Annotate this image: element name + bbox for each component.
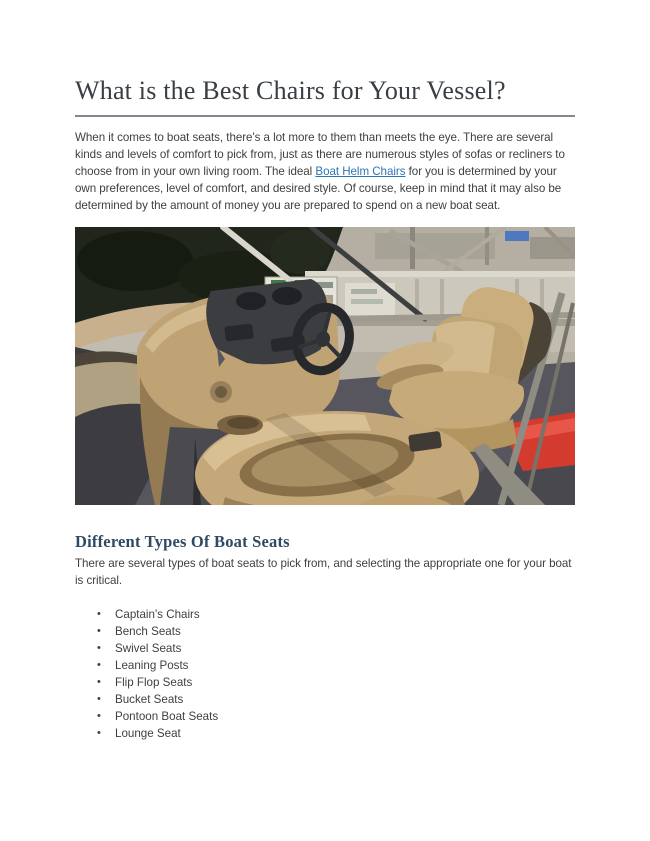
article-photo [75,227,575,505]
seat-type-label: Bench Seats [115,624,181,638]
bullet-icon: • [97,726,101,739]
bullet-icon: • [97,692,101,705]
seat-type-label: Bucket Seats [115,692,184,706]
intro-text-before-link: When it comes to boat seats, there's a lot more to them than meets the eye. There are several kinds and levels of comfort to pick from, just as there are numerous styles of sofas or recliners to choose from in your own living room. The ideal [75,130,565,178]
page-title: What is the Best Chairs for Your Vessel? [75,76,506,105]
intro-text-after-link: for you is determined by your own preferences, level of comfort, and desired style. Of course, keep in mind that it may also be determined by the amount of money you are prepared to spend on a new boat seat. [75,164,562,212]
seat-type-item [97,725,575,742]
seat-type-label: Pontoon Boat Seats [115,709,219,723]
seat-type-item [97,657,575,674]
seat-type-label: Flip Flop Seats [115,675,193,689]
seat-type-item [97,708,575,725]
bullet-icon: • [97,607,101,620]
bullet-icon: • [97,675,101,688]
bullet-icon: • [97,624,101,637]
seat-type-item [97,623,575,640]
seat-type-item [97,691,575,708]
title-rule [75,115,575,117]
section-heading: Different Types Of Boat Seats [75,531,290,551]
boat-helm-chairs-link[interactable]: Boat Helm Chairs [315,164,406,178]
seat-type-label: Swivel Seats [115,641,182,655]
seat-type-label: Captain's Chairs [115,607,200,621]
bullet-icon: • [97,709,101,722]
bullet-icon: • [97,641,101,654]
seat-types-list [75,606,575,742]
seat-type-label: Leaning Posts [115,658,189,672]
bullet-icon: • [97,658,101,671]
seat-type-item [97,606,575,623]
intro-paragraph [75,129,575,214]
seat-type-label: Lounge Seat [115,726,181,740]
seat-type-item [97,674,575,691]
seat-type-item [97,640,575,657]
boat-helm-illustration [75,227,575,505]
section-intro-paragraph: There are several types of boat seats to pick from, and selecting the appropriate one for your boat is critical. [75,556,572,587]
